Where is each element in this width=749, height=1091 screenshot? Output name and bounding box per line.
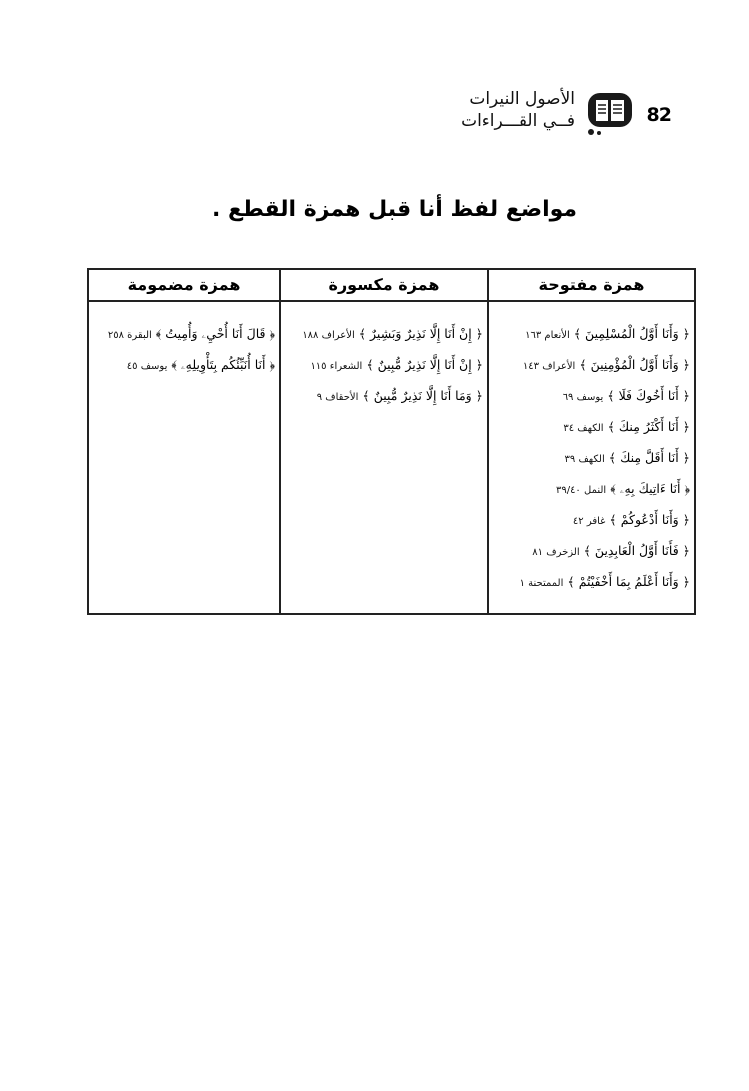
verse-row xyxy=(493,380,690,411)
verse-text: ﴿ قَالَ أَنَا أُحْيِۦ وَأُمِيتُ ﴾ xyxy=(155,326,275,341)
verse-row xyxy=(285,349,483,380)
verse-text: ﴿ وَأَنَا أَدْعُوكُمْ ﴾ xyxy=(609,512,690,527)
verse-reference: الكهف ٣٩ xyxy=(564,454,605,465)
column-body xyxy=(489,302,694,597)
column-heading: همزة مضمومة xyxy=(89,270,279,302)
verse-reference: الممتحنة ١ xyxy=(519,578,564,589)
book-title-line2: فــي القـــراءات xyxy=(461,111,575,131)
verse-reference: الأعراف ١٨٨ xyxy=(302,330,355,341)
verse-reference: الكهف ٣٤ xyxy=(563,423,604,434)
verse-reference: الأنعام ١٦٣ xyxy=(525,330,570,341)
verse-row xyxy=(493,349,690,380)
page-number: 82 xyxy=(646,104,671,126)
verse-text: ﴿ وَأَنَا أَوَّلُ الْمُؤْمِنِينَ ﴾ xyxy=(579,357,690,372)
verse-reference: يوسف ٦٩ xyxy=(562,392,604,403)
verse-row xyxy=(493,318,690,349)
book-logo-icon xyxy=(585,90,637,136)
section-title: مواضع لفظ أنا قبل همزة القطع . xyxy=(211,197,578,222)
verse-text: ﴿ وَأَنَا أَعْلَمُ بِمَا أَخْفَيْتُمْ ﴾ xyxy=(567,574,690,589)
verse-row xyxy=(493,473,690,504)
book-title xyxy=(461,88,575,132)
verse-reference: غافر ٤٢ xyxy=(572,516,606,527)
verse-text: ﴿ أَنَا ءَاتِيكَ بِهِۦ ﴾ xyxy=(610,481,690,496)
verse-reference: الأعراف ١٤٣ xyxy=(522,361,576,372)
verse-reference: الزخرف ٨١ xyxy=(532,547,580,558)
verse-row xyxy=(93,349,275,380)
verse-row xyxy=(285,318,483,349)
verse-reference: النمل ٣٩/٤٠ xyxy=(555,485,607,496)
page-header xyxy=(411,82,671,142)
verse-row xyxy=(493,504,690,535)
verse-row xyxy=(285,380,483,411)
verse-reference: البقرة ٢٥٨ xyxy=(107,330,152,341)
column-fathah xyxy=(489,270,694,613)
book-title-line1: الأصول النيرات xyxy=(469,89,575,109)
verse-text: ﴿ أَنَا أَكْثَرُ مِنكَ ﴾ xyxy=(607,419,690,434)
verse-reference: يوسف ٤٥ xyxy=(126,361,168,372)
verse-text: ﴿ وَأَنَا أَوَّلُ الْمُسْلِمِينَ ﴾ xyxy=(573,326,690,341)
column-heading: همزة مكسورة xyxy=(281,270,487,302)
verse-text: ﴿ فَأَنَا أَوَّلُ الْعَابِدِينَ ﴾ xyxy=(583,543,690,558)
verse-row xyxy=(493,535,690,566)
verse-text: ﴿ أَنَا أُنَبِّئُكُم بِتَأْوِيلِهِۦ ﴾ xyxy=(171,357,275,372)
column-heading: همزة مفتوحة xyxy=(489,270,694,302)
verse-text: ﴿ أَنَا أَخُوكَ فَلَا ﴾ xyxy=(607,388,690,403)
column-body xyxy=(281,302,487,411)
verse-row xyxy=(493,411,690,442)
verse-text: ﴿ إِنْ أَنَا إِلَّا نَذِيرٌ وَبَشِيرٌ ﴾ xyxy=(358,326,483,341)
column-body xyxy=(89,302,279,380)
verse-text: ﴿ وَمَا أَنَا إِلَّا نَذِيرٌ مُّبِينٌ ﴾ xyxy=(362,388,483,403)
verse-row xyxy=(93,318,275,349)
verse-reference: الأحقاف ٩ xyxy=(316,392,359,403)
verse-reference: الشعراء ١١٥ xyxy=(310,361,363,372)
verse-row xyxy=(493,442,690,473)
verse-text: ﴿ أَنَا أَقَلَّ مِنكَ ﴾ xyxy=(608,450,690,465)
column-dammah xyxy=(89,270,281,613)
verse-row xyxy=(493,566,690,597)
hamza-table xyxy=(87,268,696,615)
column-kasrah xyxy=(281,270,489,613)
verse-text: ﴿ إِنْ أَنَا إِلَّا نَذِيرٌ مُّبِينٌ ﴾ xyxy=(366,357,483,372)
